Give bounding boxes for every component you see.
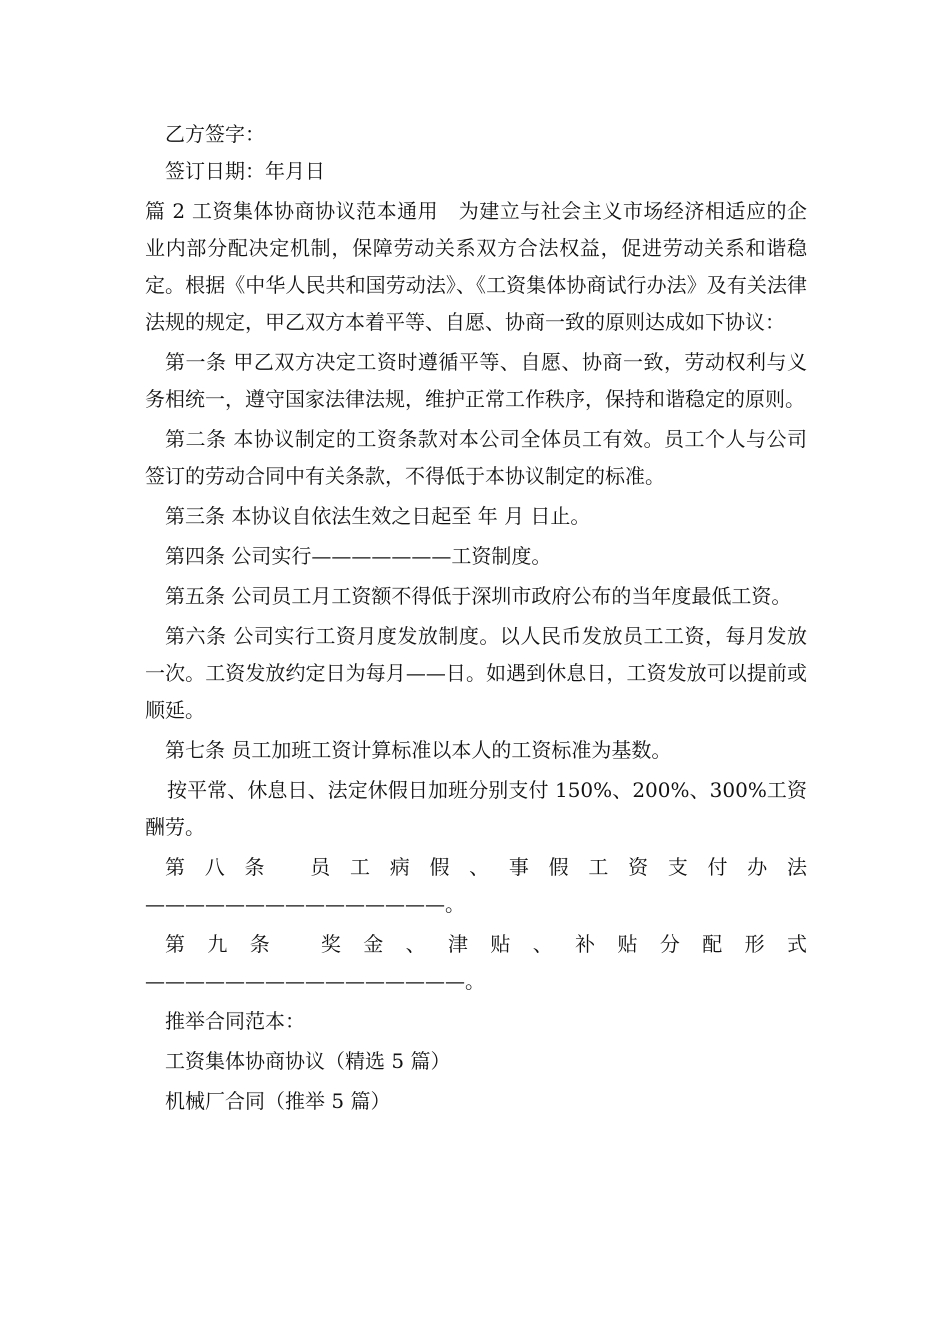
recommend-link-1[interactable]: 工资集体协商协议（精选 5 篇） [165,1049,451,1073]
intro-paragraph: 篇 2 工资集体协商协议范本通用 为建立与社会主义市场经济相适应的企业内部分配决定机制，保障劳动关系双方合法权益，促进劳动关系和谐稳定。根据《中华人民共和国劳动法》、《工资集体协商试行办法》及有关法律法规的规定，甲乙双方本着平等、自愿、协商一致的原则达成如下协议： [145,199,807,334]
article-5: 第五条 公司员工月工资额不得低于深圳市政府公布的当年度最低工资。 [165,584,792,608]
article-7: 第七条 员工加班工资计算标准以本人的工资标准为基数。 [165,738,672,762]
article-4: 第四条 公司实行———————工资制度。 [165,544,552,568]
article-3: 第三条 本协议自依法生效之日起至 年 月 日止。 [165,504,591,528]
document-page [145,116,807,1120]
recommend-link-2[interactable]: 机械厂合同（推举 5 篇） [165,1089,391,1113]
article-7-detail: 按平常、休息日、法定休假日加班分别支付 150%、200%、300%工资酬劳。 [145,778,807,839]
article-1: 第一条 甲乙双方决定工资时遵循平等、自愿、协商一致，劳动权利与义务相统一，遵守国家法律法规，维护正常工作秩序，保持和谐稳定的原则。 [145,350,807,411]
article-2: 第二条 本协议制定的工资条款对本公司全体员工有效。员工个人与公司签订的劳动合同中有关条款，不得低于本协议制定的标准。 [145,427,807,488]
signing-date: 签订日期：年月日 [165,159,325,183]
article-9: 第九条 奖金、津贴、补贴分配形式————————————————。 [145,932,807,993]
signature-party-b: 乙方签字： [165,122,265,146]
article-6: 第六条 公司实行工资月度发放制度。以人民币发放员工工资，每月发放一次。工资发放约定日为每月——日。如遇到休息日，工资发放可以提前或顺延。 [145,624,807,722]
article-8: 第八条 员工病假、事假工资支付办法———————————————。 [145,855,807,916]
recommend-heading: 推举合同范本： [165,1009,305,1033]
